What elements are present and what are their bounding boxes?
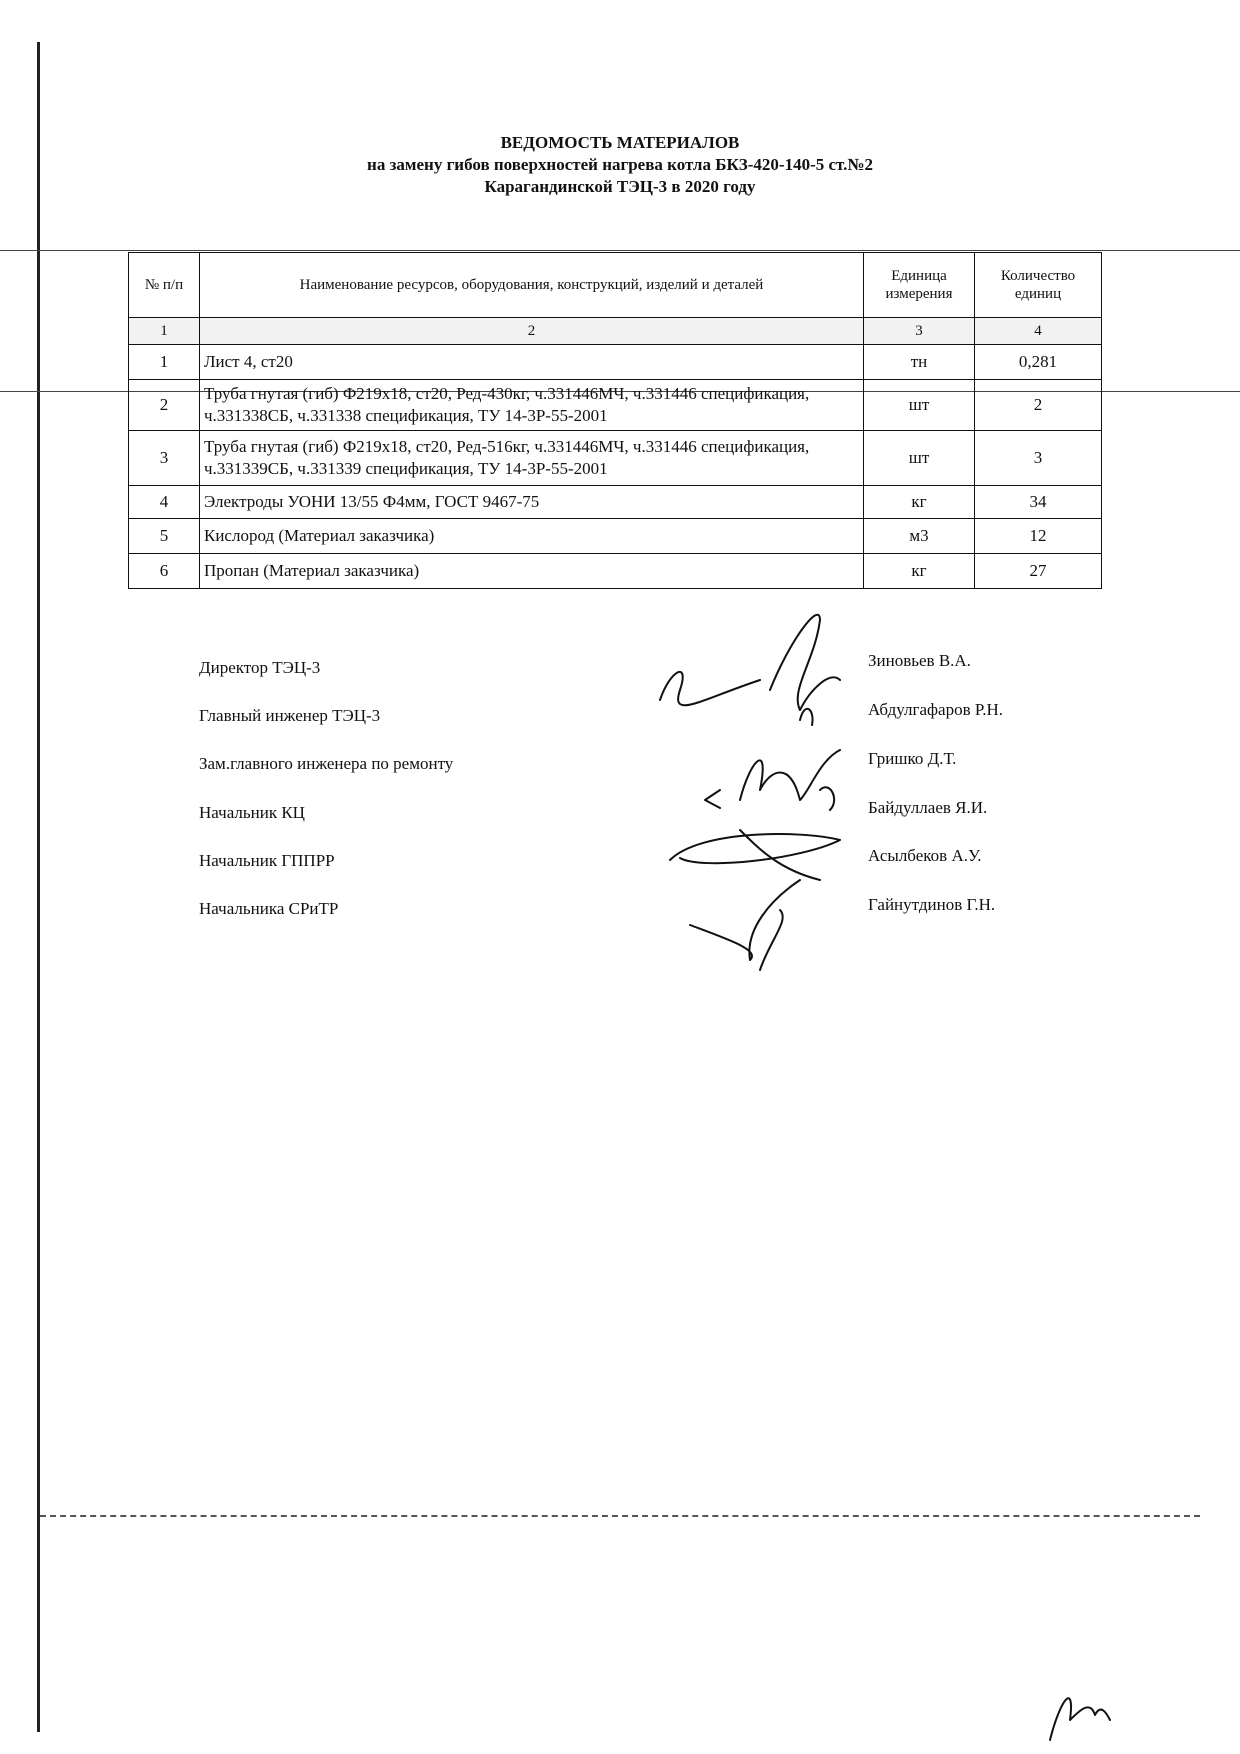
column-index: 4 xyxy=(975,318,1102,345)
row-qty: 0,281 xyxy=(975,345,1102,380)
header-unit: Единица измерения xyxy=(864,253,975,318)
row-unit: кг xyxy=(864,486,975,519)
signatory-name: Зиновьев В.А. xyxy=(868,651,971,670)
row-unit: тн xyxy=(864,345,975,380)
column-index: 3 xyxy=(864,318,975,345)
row-name: Лист 4, ст20 xyxy=(200,345,864,380)
table-row xyxy=(129,431,1102,486)
row-unit: кг xyxy=(864,554,975,589)
signatory-position: Начальник КЦ xyxy=(199,803,305,822)
title-line-1: ВЕДОМОСТЬ МАТЕРИАЛОВ xyxy=(500,133,740,152)
row-qty: 12 xyxy=(975,519,1102,554)
scan-dashed-line xyxy=(40,1515,1200,1517)
signature-chief-kc xyxy=(690,880,800,970)
signatory-position: Зам.главного инженера по ремонту xyxy=(199,754,454,773)
scan-horizontal-line xyxy=(0,250,1240,251)
signatory-position: Главный инженер ТЭЦ-3 xyxy=(199,706,381,725)
row-name: Кислород (Материал заказчика) xyxy=(200,519,864,554)
row-unit: шт xyxy=(864,380,975,431)
row-num: 5 xyxy=(129,519,200,554)
row-name: Пропан (Материал заказчика) xyxy=(200,554,864,589)
table-row xyxy=(129,519,1102,554)
column-index: 2 xyxy=(200,318,864,345)
row-num: 6 xyxy=(129,554,200,589)
row-qty: 2 xyxy=(975,380,1102,431)
row-name: Электроды УОНИ 13/55 Ф4мм, ГОСТ 9467-75 xyxy=(200,486,864,519)
signatory-position: Начальника СРиТР xyxy=(199,899,339,918)
signatory-position: Начальник ГППРР xyxy=(199,851,335,870)
table-row xyxy=(129,486,1102,519)
row-qty: 34 xyxy=(975,486,1102,519)
table-header-row xyxy=(129,253,1102,318)
signature-director xyxy=(660,615,840,725)
row-num: 1 xyxy=(129,345,200,380)
materials-table xyxy=(128,252,1102,589)
signatory-name: Абдулгафаров Р.Н. xyxy=(868,700,1003,719)
signatory-name: Байдуллаев Я.И. xyxy=(868,798,988,817)
row-qty: 3 xyxy=(975,431,1102,486)
header-num: № п/п xyxy=(129,253,200,318)
table-row xyxy=(129,380,1102,431)
signature-chief-engineer xyxy=(705,750,840,810)
signatory-position: Директор ТЭЦ-3 xyxy=(199,658,321,677)
row-name: Труба гнутая (гиб) Ф219х18, ст20, Ред-430кг, ч.331446МЧ, ч.331446 спецификация, ч.331338СБ, ч.331338 спецификация, ТУ 14-3Р-55-2001 xyxy=(200,380,864,431)
row-unit: шт xyxy=(864,431,975,486)
row-num: 2 xyxy=(129,380,200,431)
row-name: Труба гнутая (гиб) Ф219х18, ст20, Ред-516кг, ч.331446МЧ, ч.331446 спецификация, ч.331339СБ, ч.331339 спецификация, ТУ 14-3Р-55-2001 xyxy=(200,431,864,486)
title-line-3: Карагандинской ТЭЦ-3 в 2020 году xyxy=(484,177,756,196)
signatory-name: Асылбеков А.У. xyxy=(868,846,982,865)
row-num: 4 xyxy=(129,486,200,519)
header-name: Наименование ресурсов, оборудования, конструкций, изделий и деталей xyxy=(200,253,864,318)
scan-left-margin-line xyxy=(37,42,40,1732)
signature-page-initials xyxy=(1050,1698,1110,1740)
column-index-row xyxy=(129,318,1102,345)
signatory-name: Гришко Д.Т. xyxy=(868,749,957,768)
row-qty: 27 xyxy=(975,554,1102,589)
column-index: 1 xyxy=(129,318,200,345)
table-row xyxy=(129,345,1102,380)
signatory-name: Гайнутдинов Г.Н. xyxy=(868,895,996,914)
row-num: 3 xyxy=(129,431,200,486)
header-qty: Количество единиц xyxy=(975,253,1102,318)
row-unit: м3 xyxy=(864,519,975,554)
document-title xyxy=(240,132,1000,198)
table-row xyxy=(129,554,1102,589)
signature-deputy xyxy=(670,830,840,880)
title-line-2: на замену гибов поверхностей нагрева котла БКЗ-420-140-5 ст.№2 xyxy=(367,155,873,174)
